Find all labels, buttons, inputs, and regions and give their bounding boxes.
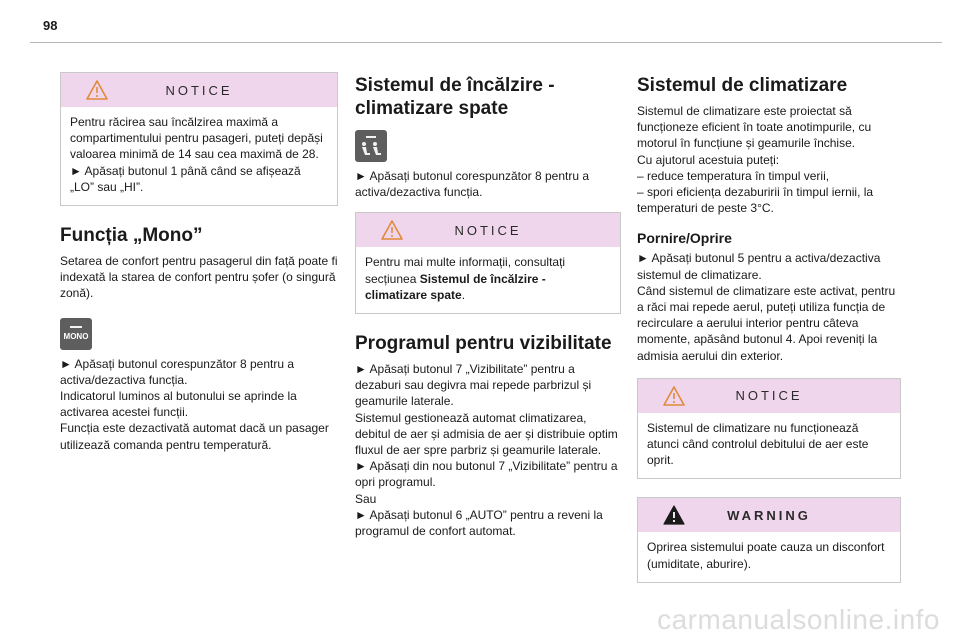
- mono-auto-off-text: Funcția este dezactivată automat dacă un pasager utilizează comanda pentru temperatură.: [60, 421, 329, 452]
- warning-box: [637, 497, 901, 582]
- notice-title-2: NOTICE: [454, 222, 522, 238]
- mono-button-icon: [60, 318, 92, 350]
- notice-box: [60, 72, 338, 206]
- climate-item-1: – reduce temperatura în timpul verii,: [637, 168, 830, 183]
- notice-step: ► Apăsați butonul 1 până când se afișează „LO” sau „HI”.: [70, 163, 301, 194]
- mono-heading: Funcția „Mono”: [60, 225, 203, 247]
- watermark: carmanualsonline.info: [657, 604, 940, 635]
- climate-intro: Sistemul de climatizare este proiectat să funcționeze eficient în toate anotimpurile, cu motorul în funcțiune și geamurile închise.: [637, 104, 872, 151]
- caution-triangle-icon: [662, 385, 686, 407]
- rear-climate-icon: [355, 130, 387, 162]
- onoff-desc: Când sistemul de climatizare este activat, pentru a răci mai repede aerul, puteți utiliza funcția de recirculare a aerului interior pentru câteva momente, apăsând butonul 4. Apoi reveniți la admisia aerului din exterior.: [637, 283, 896, 363]
- mono-intro: Setarea de confort pentru pasagerul din față poate fi indexată la starea de confort pentru șofer (o singură zonă).: [60, 254, 338, 301]
- notice-header-3: [638, 379, 900, 413]
- mono-icon-label: MONO: [63, 332, 89, 342]
- visibility-step-3: ► Apăsați butonul 6 „AUTO” pentru a reveni la programul de confort automat.: [355, 507, 603, 539]
- climate-can: Cu ajutorul acestuia puteți:: [637, 152, 780, 167]
- page-number: 98: [43, 18, 58, 33]
- notice-box-3: [637, 378, 901, 480]
- rear-step: ► Apăsați butonul corespunzător 8 pentru a activa/dezactiva funcția.: [355, 169, 590, 200]
- visibility-step-2: ► Apăsați din nou butonul 7 „Vizibilitate” pentru a opri programul.: [355, 459, 618, 490]
- visibility-desc: Sistemul gestionează automat climatizarea, debitul de aer și admisia de aer și distribuie optim fluxul de aer spre parbriz și geamurile laterale.: [355, 410, 618, 458]
- visibility-heading: Programul pentru vizibilitate: [355, 333, 612, 355]
- rear-heading: Sistemul de încălzire - climatizare spate: [355, 75, 555, 119]
- notice-text: Pentru răcirea sau încălzirea maximă a compartimentului pentru pasageri, puteți depăși valoarea minimă de 14 sau cea maximă de 28.: [70, 115, 323, 162]
- mono-step: ► Apăsați butonul corespunzător 8 pentru a activa/dezactiva funcția.: [60, 356, 295, 387]
- warning-text: Oprirea sistemului poate cauza un disconfort (umiditate, aburire).: [647, 540, 885, 571]
- rear-passenger-icon: [357, 134, 385, 158]
- onoff-step: ► Apăsați butonul 5 pentru a activa/dezactiva sistemul de climatizare.: [637, 251, 881, 282]
- notice-ref: Sistemul de încălzire - climatizare spate: [365, 271, 546, 302]
- notice-title-3: NOTICE: [735, 388, 803, 404]
- caution-triangle-icon: [380, 219, 404, 241]
- column-2: [355, 72, 621, 539]
- visibility-step-1: ► Apăsați butonul 7 „Vizibilitate” pentru a dezaburi sau degivra mai repede parbrizul și geamurile laterale.: [355, 362, 592, 409]
- climate-item-2: – spori eficiența dezaburirii în timpul iernii, la temperaturi de peste 3°C.: [637, 185, 874, 216]
- column-1: [60, 72, 338, 453]
- notice-header-2: [356, 213, 620, 247]
- warning-triangle-icon: [662, 504, 686, 526]
- warning-header: [638, 498, 900, 532]
- notice-title: NOTICE: [165, 82, 233, 98]
- notice-box-2: [355, 212, 621, 314]
- climate-heading: Sistemul de climatizare: [637, 75, 848, 96]
- column-3: [637, 72, 901, 601]
- notice-text-3: Sistemul de climatizare nu funcționează atunci când controlul debitului de aer este oprit.: [647, 420, 869, 468]
- notice-header: [61, 73, 337, 107]
- mono-indicator-text: Indicatorul luminos al butonului se aprinde la activarea acestei funcții.: [60, 389, 297, 420]
- header-rule: [30, 42, 942, 43]
- onoff-heading: Pornire/Oprire: [637, 230, 732, 247]
- caution-triangle-icon: [85, 79, 109, 101]
- visibility-or: Sau: [355, 491, 377, 506]
- notice-text-2: Pentru mai multe informații, consultați secțiunea Sistemul de încălzire - climatizare spate.: [365, 255, 566, 302]
- warning-title: WARNING: [727, 507, 811, 523]
